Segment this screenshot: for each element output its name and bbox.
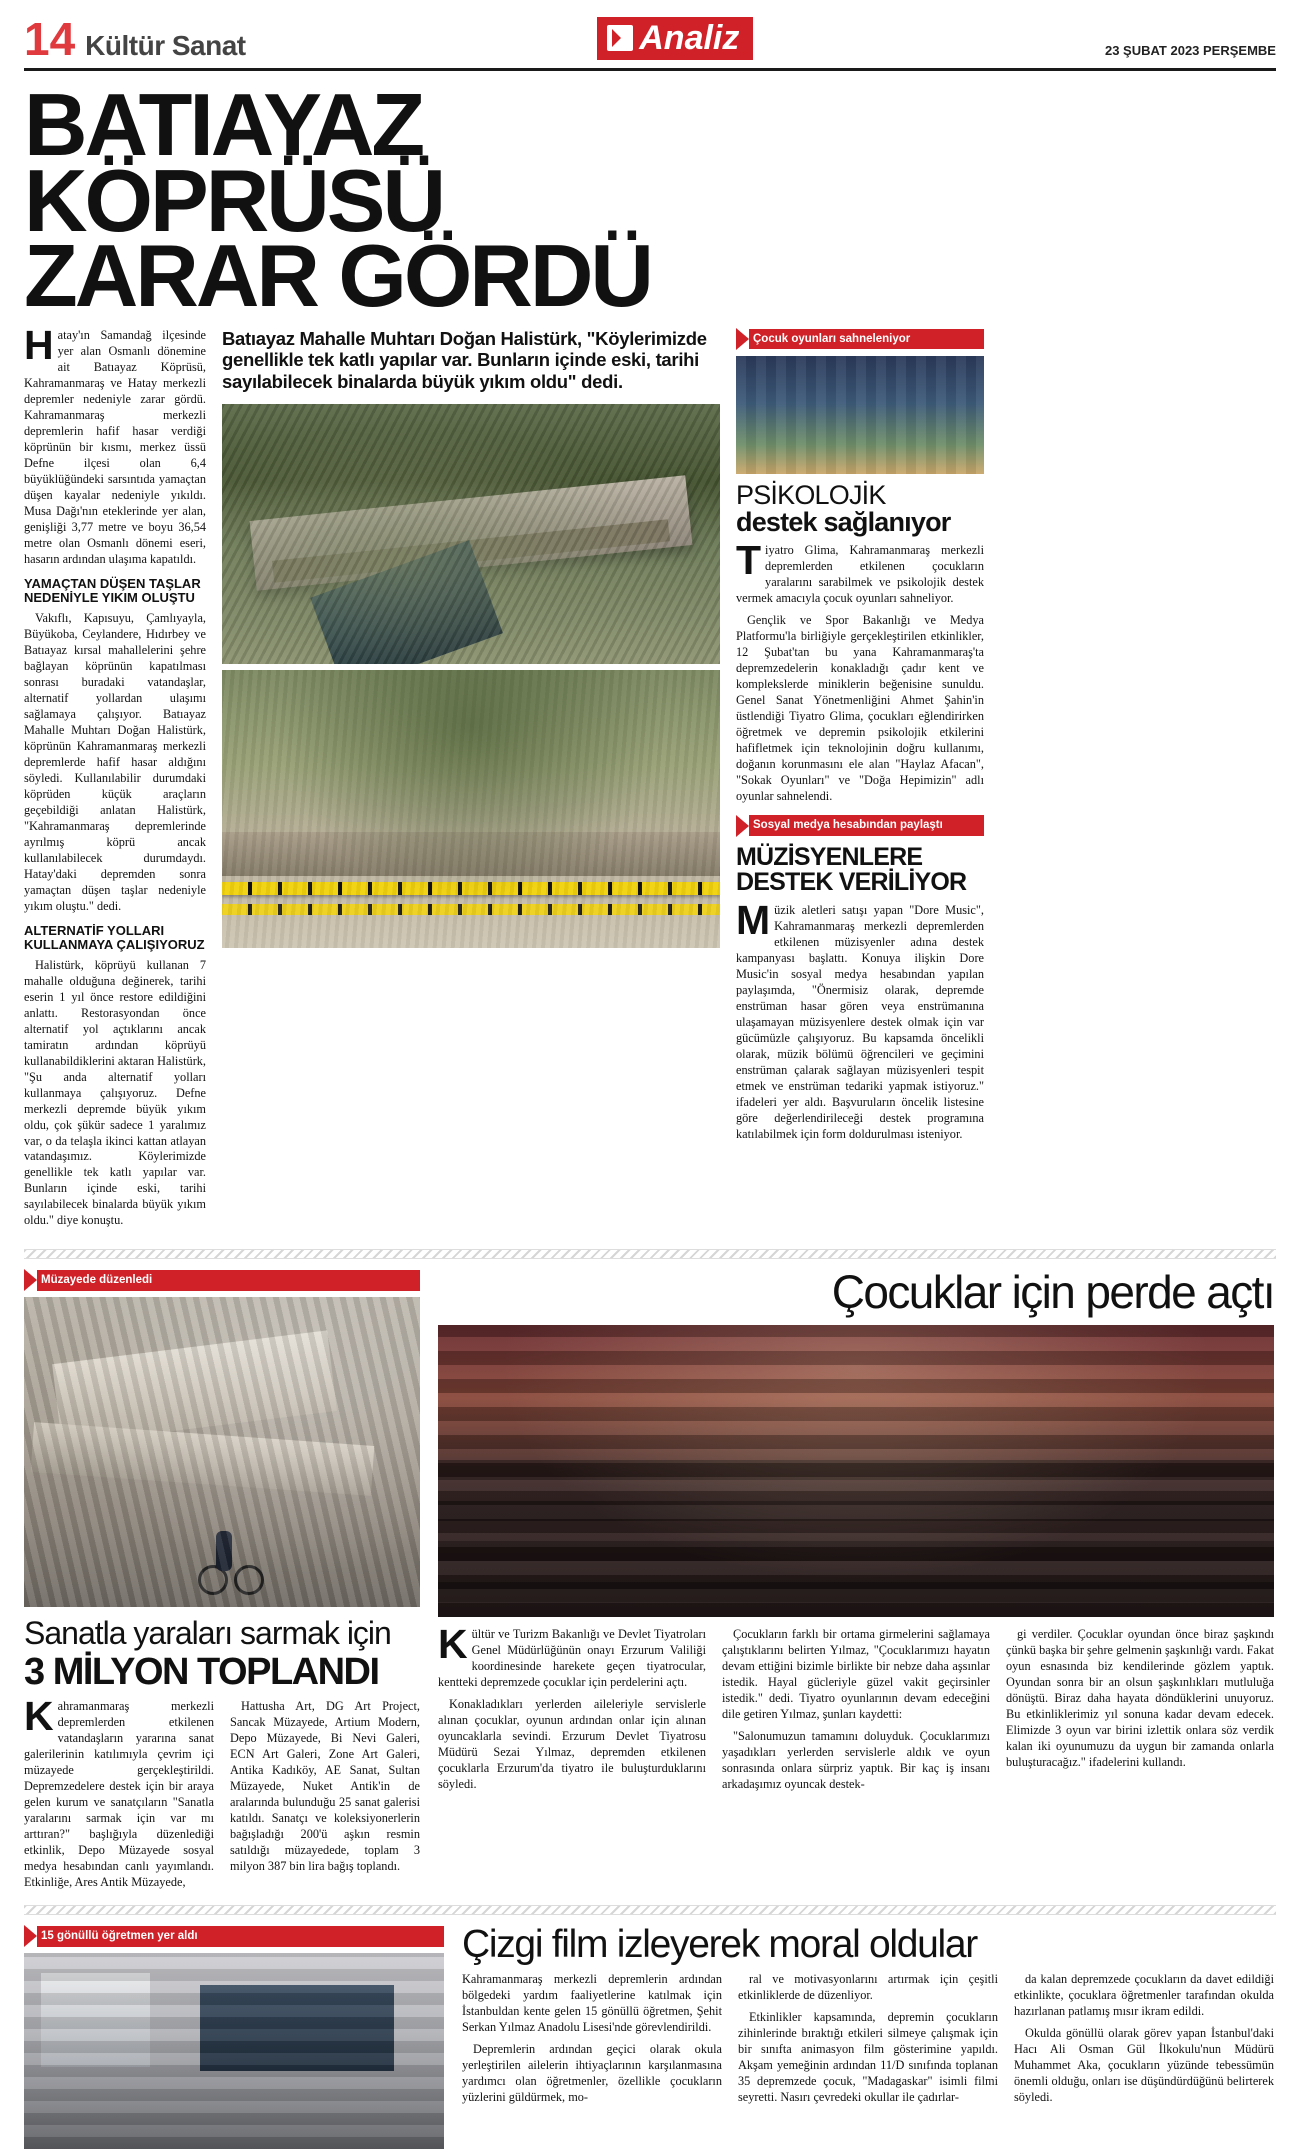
theatre-paragraph-5: gi verdiler. Çocuklar oyundan önce biraz şaşkındı çünkü başka bir şehre gelmenin şaşkınlığı vardı. Fakat oyun esnasında biz kendilerinde gözlem yaptık. Oyundan sonra bir an olsun şaşkınlıkları mutluluğa dönüştü. Biraz daha hayata döndüklerini unuyoruz. Bu etkinliklerimiz yıl sonuna kadar devam edecek. Elimizde 3 oyun var birini izlettik onlara söz verdik kalan iki oyunumuzu da uygun bir zamanda onlarla buluşturacağız." ifadelerini kullandı.: [1006, 1627, 1274, 1770]
section-divider-1: [24, 1249, 1276, 1259]
theatre-paragraph-4: "Salonumuzun tamamını doluyduk. Çocuklarımızı yaşadıkları yerlerden servislerle aldık ve oyun sonrasında onlara sürpriz yaptık. Bir kaç iş insanı arkadaşımız oyuncak destek-: [722, 1729, 990, 1792]
bottom-section: [24, 1925, 1276, 2149]
cartoon-paragraph-6: Okulda gönüllü olarak görev yapan İstanbul'daki Hacı Ali Osman Gül İlkokulu'nun Müdürü Muhammet Aka, çocukların yüzünde tebessümün önemli olduğu, onları ise düşündürdüğünü belirterek söyledi.: [1014, 2026, 1274, 2105]
publication-date: 23 ŞUBAT 2023 PERŞEMBE: [1104, 43, 1276, 58]
cartoon-photo-block: [24, 1925, 444, 2149]
theatre-paragraph-3: Çocukların farklı bir ortama girmelerini sağlamaya çalıştıklarını belirten Yılmaz, "Çocuklarımızı hayatın devam ettiğini bizimle birlikte bir nebze daha aşsınlar istedik. Hayal gücleriyle güzel vakit geçirsinler istedik." dedi. Tiyatro oyunlarının devam edeceğini dile getiren Yılmaz, şunları kaydetti:: [722, 1627, 990, 1722]
auction-body: [24, 1693, 420, 1891]
logo-text: Analiz: [639, 19, 740, 57]
cartoon-paragraph-3: ral ve motivasyonlarını artırmak için çeşitli etkinliklerde de düzenliyor.: [738, 1972, 998, 2003]
lead-article: [24, 322, 1276, 1235]
flag-triangle-icon: [736, 328, 749, 350]
sidebar-headline-1: [736, 482, 984, 536]
photo-cyclist-rubble: [24, 1297, 420, 1607]
section-title: Kültür Sanat: [85, 30, 246, 61]
lead-text-column: [24, 322, 207, 1235]
flag-label-2: Sosyal medya hesabından paylaştı: [749, 815, 984, 836]
photo-classroom-screening: [24, 1953, 444, 2149]
cartoon-headline: Çizgi film izleyerek moral oldular: [462, 1923, 977, 1967]
flag-triangle-icon-4: [24, 1925, 37, 1947]
lead-photo-column: [222, 328, 720, 1235]
flag-triangle-icon-3: [24, 1269, 37, 1291]
cartoon-article: [462, 1925, 1274, 2149]
sidebar-paragraph-3: Müzik aletleri satışı yapan "Dore Music", Kahramanmaraş merkezli depremlerden etkilenen müzisyenler adına destek kampanyası başlattı. Konuya ilişkin Dore Music'in sosyal medya hesabından yapılan paylaşımda, "Önermisiz olarak, depremde enstrüman hasar gören veya enstrümanına ulaşamayan müzisyenlere destek olmak için var gücümüzle çalışıyoruz. Bu kapsamda öncelikli olarak, müzik bölümü öğrencileri ve geçimini enstrüman çalarak sağlayan müzisyenleri tespit etmek ve enstrüman tedariki yapmak istiyoruz." ifadeleri yer aldı. Başvuruların öncelik listesine göre değerlendirileceği destek programına katılabilmek için form doldurulması isteniyor.: [736, 896, 984, 1141]
theatre-paragraph-2: Konakladıkları yerlerden aileleriyle servislerle alınan çocuklar, oyunun ardından onlar için alınan oyuncaklarla sevindi. Erzurum Devlet Tiyatrosu Müdürü Sezai Yılmaz, depremden etkilenen çocuklarla Erzurum'da tiyatro ile buluşturduklarını söyledi.: [438, 1697, 706, 1792]
masthead: [24, 0, 1276, 65]
middle-section: [24, 1266, 1276, 1891]
flag-label-4: 15 gönüllü öğretmen yer aldı: [37, 1926, 444, 1947]
headline-line-1: BATIAYAZ KÖPRÜSÜ: [24, 75, 444, 250]
auction-article: [24, 1269, 420, 1891]
headline-line-2: ZARAR GÖRDÜ: [24, 226, 651, 326]
lead-subhead-2: ALTERNATİF YOLLARI KULLANMAYA ÇALIŞIYORUZ: [24, 922, 205, 953]
auction-paragraph-1: Kahramanmaraş merkezli depremlerden etkilenen vatandaşların yararına sanat galerilerinin katılımıyla çevrim içi müzayede gerçekleştirildi. Depremzedelere destek için bir araya gelen kurum ve sanatçıların "Sanatla yaralarını sarmak için var mı arttıran?" başlığıyla düzenlediği etkinlik, Depo Müzayede sosyal medya hesabından canlı yayımlandı. Etkinliğe, Ares Antik Müzayede,: [24, 1693, 214, 1890]
photo-closed-road: [222, 670, 720, 948]
flag-auction: [24, 1269, 420, 1291]
theatre-paragraph-1: Kültür ve Turizm Bakanlığı ve Devlet Tiyatroları Genel Müdürlüğünün onayı Erzurum Valiliği koordinesinde harekete geçen tiyatrocular, kentteki depremzede çocuklar için perdelerini açtı.: [438, 1621, 706, 1690]
cartoon-paragraph-1: Kahramanmaraş merkezli depremlerin ardından bölgedeki yardım faaliyetlerine katılmak için İstanbuldan kente gelen 15 gönüllü öğretmen, Şehit Serkan Yılmaz Anadolu Lisesi'nde görevlendirildi.: [462, 1972, 722, 2035]
sidebar-paragraph-1: Tiyatro Glima, Kahramanmaraş merkezli depremlerden etkilenen çocukların yaralarını sarabilmek ve psikolojik destek vermek amacıyla çocuk oyunları sahneliyor.: [736, 537, 984, 605]
flag-children-plays: [736, 328, 984, 350]
flag-label-3: Müzayede düzenledi: [37, 1270, 420, 1291]
pull-quote-box: [222, 328, 720, 398]
sidebar-paragraph-2: Gençlik ve Spor Bakanlığı ve Medya Platformu'la birliğiyle gerçekleştirilen etkinlikler, 12 Şubat'tan bu yana Kahramanmaraş'ta depremzedelerin konakladığı çadır kent ve komplekslerde miniklerin beğenisine sunuldu. Genel Sanat Yönetmenliğini Ahmet Şahin'in üstlendiği Tiyatro Glima, çocukları eğlendirirken öğretmek ve depremin psikolojik etkilerini hafifletmek için teknolojinin doğru kullanımı, doğanın korunmasını ele alan "Haylaz Afacan", "Sokak Oyunları" ve "Doğa Hepimizin" adlı oyunlar sahnelendi.: [736, 612, 984, 803]
flag-social-media: [736, 815, 984, 837]
play-triangle-icon: [607, 25, 633, 51]
auction-headline-line2: 3 MİLYON TOPLANDI: [24, 1651, 379, 1694]
lead-paragraph-2: Vakıflı, Kapısuyu, Çamlıyayla, Büyükoba, Ceylandere, Hıdırbey ve Batıayaz kırsal mahallelerini şehre bağlayan köprünün kapatılması sonrası buradaki vatandaşlar, alternatif yollardan ulaşımı sağlamaya çalışıyor. Batıayaz Mahalle Muhtarı Doğan Halistürk, köprünün Kahramanmaraş merkezli depremlerde hafif hasar aldığını söyledi. Kullanılabilir durumdaki köprüden küçük araçların geçebildiği anlatan Halistürk, "Kahramanmaraş depremlerinde ayrılmış köprü ancak kullanılabilecek durumdaydı. Hatay'daki depremden sonra yamaçtan düşen taşlar nedeniyle yıkım oluştu." dedi.: [24, 610, 206, 913]
auction-headline-line1: Sanatla yaraları sarmak için: [24, 1615, 391, 1652]
photo-damaged-bridge: [222, 404, 720, 664]
theatre-article: [438, 1266, 1274, 1891]
photo-theatre-audience: [438, 1325, 1274, 1617]
masthead-rule: [24, 68, 1276, 71]
cartoon-body: [462, 1972, 1274, 2112]
lead-paragraph-1: Hatay'ın Samandağ ilçesinde yer alan Osmanlı dönemine ait Batıayaz Köprüsü, Kahramanmaraş ve Hatay merkezli depremler nedeniyle zarar gördü. Kahramanmaraş merkezli depremlerin hafif hasar verdiği köprünün bir kısmı, merkez üssü Defne ilçesi olan 6,4 büyüklüğündeki sarsıntıda yamaçtan düşen kayalar nedeniyle yıkıldı. Musa Dağı'nın eteklerinde yer alan, genişliği 3,77 metre ve boyu 36,54 metre olan Osmanlı dönemi eseri, hasarın ardından ulaşıma kapatıldı.: [24, 322, 206, 566]
cartoon-paragraph-5: da kalan depremzede çocukların da davet edildiği etkinlikte, çocuklara öğretmenler tarafından okulda hazırlanan patlamış mısır ikram edildi.: [1014, 1972, 1274, 2019]
section-divider-2: [24, 1905, 1276, 1915]
flag-triangle-icon-2: [736, 815, 749, 837]
photo-children-theatre-group: [736, 356, 984, 474]
auction-paragraph-2: Hattusha Art, DG Art Project, Sancak Müzayede, Artium Modern, Depo Müzayede, Bi Nevi Galeri, ECN Art Galeri, Zone Art Galeri, Antika Kadıköy, AE Sanat, Sultan Müzayede, Nuket Antik'in de aralarında bulunduğu 25 sanat galerisi katıldı. Sanatçı ve koleksiyonerlerin bağışladığı 200'ü aşkın resmin satıldığı müzayedede, toplam 3 milyon 387 bin lira bağış toplandı.: [230, 1699, 420, 1874]
theatre-headline: Çocuklar için perde açtı: [831, 1266, 1274, 1319]
logo-tagline: BAĞIMSIZ POLİTİKA KÜLTÜR: [629, 10, 722, 16]
page-number: 14: [24, 13, 76, 65]
sidebar-headline-1-light: PSİKOLOJİK: [736, 480, 886, 511]
newspaper-logo: [597, 11, 753, 60]
sidebar-headline-1-bold: destek sağlanıyor: [736, 507, 951, 538]
lead-paragraph-3: Halistürk, köprüyü kullanan 7 mahalle olduğuna değinerek, tarihi eserin 1 yıl önce restore edildiğini anlattı. Restorasyondan önce alternatif yol açtıklarını ancak tamiratın ardından köprüyü kullanabildiklerini aktaran Halistürk, "Şu anda alternatif yolları kullanmaya çalışıyoruz. Defne merkezli depremde büyük yıkım oldu, çok şükür sadece 1 yaralımız var, o da telaşla ikinci kattan atlayan vatandaşımız. Köylerimizde genellikle tek katlı yapılar var. Bunların içinde eski, tarihi sayılabilecek binalarda büyük yıkım oldu." diye konuştu.: [24, 957, 207, 1228]
flag-volunteer-teachers: [24, 1925, 444, 1947]
lead-headline: [24, 75, 714, 326]
flag-label: Çocuk oyunları sahneleniyor: [749, 329, 984, 350]
cartoon-paragraph-2: Depremlerin ardından geçici olarak okula yerleştirilen ailelerin ihtiyaçlarının karşılanmasına yardımcı olan öğretmenler, özellikle çocukların yüzlerini güldürmek, mo-: [462, 2042, 722, 2105]
sidebar-headline-2: MÜZİSYENLERE DESTEK VERİLİYOR: [736, 842, 967, 897]
theatre-body: [438, 1621, 1274, 1793]
pull-quote: Batıayaz Mahalle Muhtarı Doğan Halistürk, "Köylerimizde genellikle tek katlı yapılar var. Bunların içinde eski, tarihi sayılabilecek binalarda büyük yıkım oldu" dedi.: [222, 328, 707, 392]
cartoon-paragraph-4: Etkinlikler kapsamında, depremin çocukların zihinlerinde bıraktığı etkileri silmeye çalışmak için bir sınıfta animasyon film gösterimine yapıldı. Akşam yemeğinin ardından 11/D sınıfında toplanan 35 depremzede çocuk, "Madagaskar" isimli filmi seyretti. Nasırı çevredeki okullar ile çadırlar-: [738, 2010, 998, 2105]
right-sidebar: [736, 328, 984, 1235]
lead-subhead-1: YAMAÇTAN DÜŞEN TAŞLAR NEDENİYLE YIKIM OLUŞTU: [24, 575, 201, 606]
masthead-left: [24, 13, 246, 65]
